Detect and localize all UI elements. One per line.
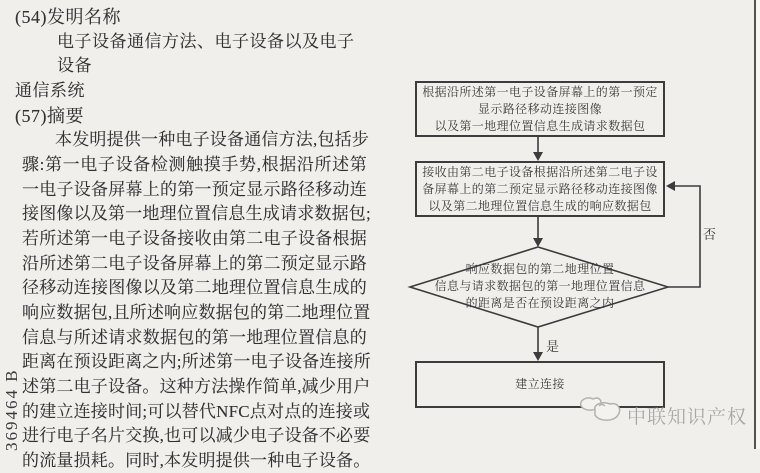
flowchart-decision-distance-check [418,261,662,312]
abstract-line: 信息与所述请求数据包的第一地理位置信息的 [22,327,367,347]
abstract-line: 的流量损耗。同时,本发明提供一种电子设备。 [22,450,371,470]
zhonglian-logo-icon [577,394,625,430]
arrowhead-left-icon [666,181,675,191]
invention-title-line: 通信系统 [15,80,85,100]
watermark-text: 中联知识产权 [627,407,748,428]
abstract-line: 接图像以及第一地理位置信息生成请求数据包; [22,204,371,224]
flowchart-step-text: 接收由第二电子设备根据沿所述第二电子设 [422,164,658,179]
flowchart-no-label: 否 [703,227,717,242]
flowchart-yes-label: 是 [546,339,560,354]
abstract-line: 本发明提供一种电子设备通信方法,包括步 [55,130,370,150]
abstract-line: 骤:第一电子设备检测触摸手势,根据沿所述第 [22,154,367,174]
abstract-line: 径移动连接图像以及第二地理位置信息生成的 [22,278,367,298]
flowchart-step-receive-response [415,161,665,217]
flowchart-step-generate-request [415,81,665,137]
flowchart-step-text: 备屏幕上的第二预定显示路径移动连接图像 [422,181,658,196]
flowchart-step-text: 建立连接 [515,377,565,391]
scan-paper-edge [756,0,760,449]
abstract-line: 进行电子名片交换,也可以减少电子设备不必要 [22,426,371,446]
field-54-heading: (54)发明名称 [15,7,121,27]
abstract-line: 沿所述第二电子设备屏幕上的第二预定显示路 [22,253,367,273]
abstract-line: 一电子设备屏幕上的第一预定显示路径移动连 [22,179,367,199]
flowchart-step-text: 显示路径移动连接图像 [477,101,602,116]
abstract-line: 距离在预设距离之内;所述第一电子设备连接所 [22,352,371,372]
flowchart-step-text: 以及第二地理位置信息生成的响应数据包 [428,198,652,213]
invention-title-line: 电子设备通信方法、电子设备以及电子设备 [57,31,355,76]
flowchart-decision-text: 信息与请求数据包的第一地理位置信息 [434,279,646,293]
arrowhead-down-icon [533,152,543,161]
flowchart-decision-text: 的距离是否在预设距离之内 [465,296,615,310]
arrowhead-down-icon [533,238,543,247]
abstract-line: 述第二电子设备。这种方法操作简单,减少用户 [22,376,371,396]
abstract-line: 响应数据包,且所述响应数据包的第二地理位置 [22,302,371,322]
abstract-line: 若所述第一电子设备接收由第二电子设备根据 [22,228,367,248]
field-57-heading: (57)摘要 [15,105,84,126]
flowchart-step-text: 以及第一地理位置信息生成请求数据包 [434,118,646,133]
patent-number-vertical: 369464 B [2,368,21,451]
arrowhead-down-icon [533,352,543,361]
watermark [577,392,748,432]
abstract-line: 的建立连接时间;可以替代NFC点对点的连接或 [22,401,371,421]
scan-edge-line [754,0,756,449]
flowchart-step-text: 根据沿所述第一电子设备屏幕上的第一预定 [422,84,658,99]
flowchart-decision-text: 响应数据包的第二地理位置 [465,262,615,276]
